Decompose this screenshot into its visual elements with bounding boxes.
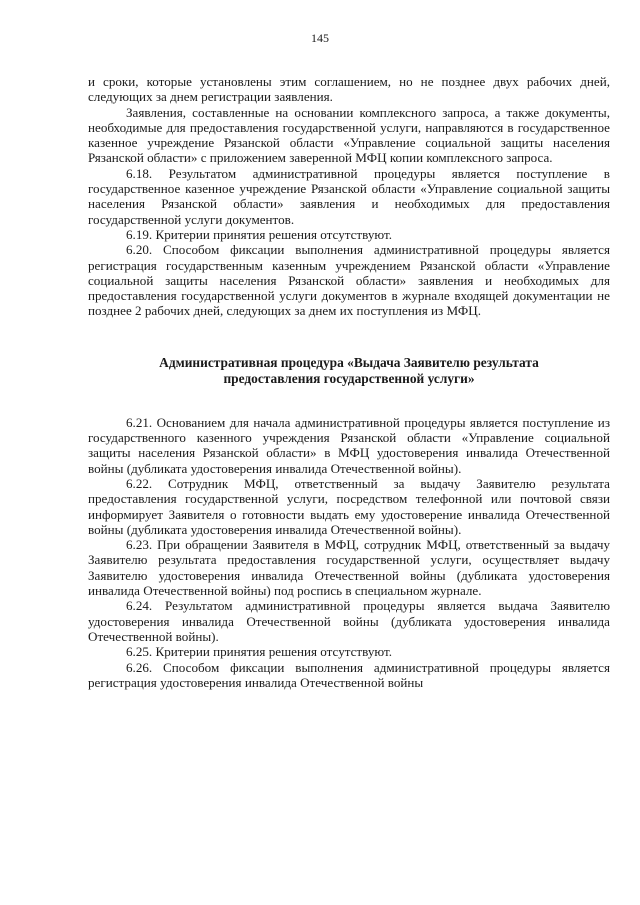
section-heading-line-1: Административная процедура «Выдача Заявителю результата	[159, 354, 539, 370]
paragraph-continuation: и сроки, которые установлены этим соглашением, но не позднее двух рабочих дней, следующих за днем регистрации заявления.	[88, 74, 610, 105]
document-body	[88, 74, 610, 690]
paragraph-6-21: 6.21. Основанием для начала административной процедуры является поступление из государственного казенного учреждения Рязанской области «Управление социальной защиты населения Рязанской области» в МФЦ удостоверения инвалида Отечественной войны (дубликата удостоверения инвалида Отечественной войны).	[88, 414, 610, 476]
paragraph-6-23: 6.23. При обращении Заявителя в МФЦ, сотрудник МФЦ, ответственный за выдачу Заявителю результата предоставления государственной услуги, осуществляет выдачу Заявителю удостоверения инвалида Отечественной войны (дубликата удостоверения инвалида Отечественной войны) под роспись в специальном журнале.	[88, 537, 610, 599]
paragraph-6-25: 6.25. Критерии принятия решения отсутствуют.	[126, 644, 393, 660]
paragraph-6-20: 6.20. Способом фиксации выполнения административной процедуры является регистрация государственным казенным учреждением Рязанской области «Управление социальной защиты населения Рязанской области» заявления и необходимых для предоставления государственной услуги документов в журнале входящей документации не позднее 2 рабочих дней, следующих за днем их поступления из МФЦ.	[88, 242, 610, 319]
paragraph-6-18: 6.18. Результатом административной процедуры является поступление в государственное казенное учреждение Рязанской области «Управление социальной защиты населения Рязанской области» заявления и необходимых для предоставления государственной услуги документов.	[88, 165, 610, 227]
section-heading-line-2: предоставления государственной услуги»	[223, 370, 475, 386]
paragraph-6-22: 6.22. Сотрудник МФЦ, ответственный за выдачу Заявителю результата предоставления государственной услуги, посредством телефонной или почтовой связи информирует Заявителя о готовности выдать ему удостоверение инвалида Отечественной войны (дубликата удостоверения инвалида Отечественной войны).	[88, 475, 610, 537]
paragraph-6-19: 6.19. Критерии принятия решения отсутствуют.	[126, 226, 393, 242]
paragraph-complex-request: Заявления, составленные на основании комплексного запроса, а также документы, необходимые для предоставления государственной услуги, направляются в государственное казенное учреждение Рязанской области «Управление социальной защиты населения Рязанской области» с приложением заверенной МФЦ копии комплексного запроса.	[88, 104, 610, 166]
page-number: 145	[311, 31, 329, 45]
paragraph-6-24: 6.24. Результатом административной процедуры является выдача Заявителю удостоверения инвалида Отечественной войны (дубликата удостоверения инвалида Отечественной войны).	[88, 598, 610, 644]
section-heading	[88, 355, 610, 387]
paragraph-6-26: 6.26. Способом фиксации выполнения административной процедуры является регистрация удостоверения инвалида Отечественной войны	[88, 659, 610, 690]
